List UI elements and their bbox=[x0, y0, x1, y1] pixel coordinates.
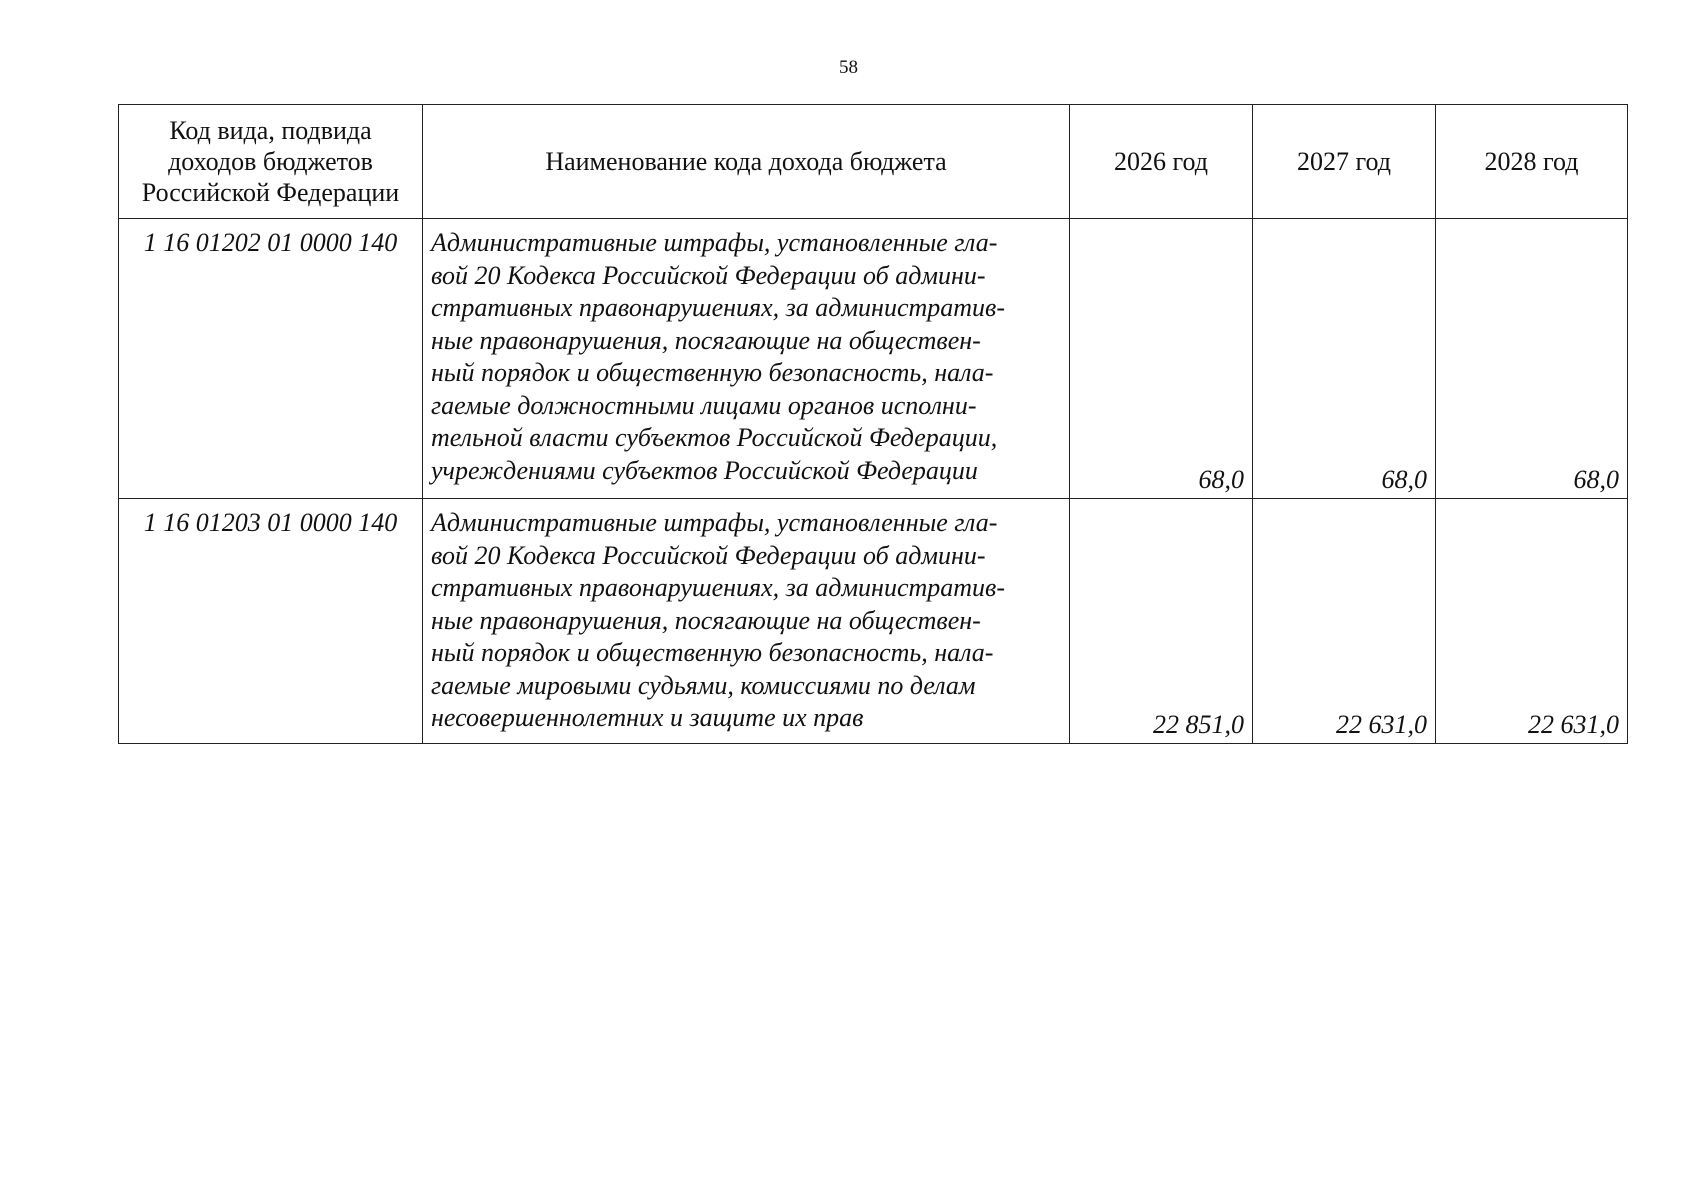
header-year-2026: 2026 год bbox=[1070, 105, 1253, 219]
revenue-name-line: учреждениями субъектов Российской Федерации bbox=[431, 455, 978, 485]
header-year-2027: 2027 год bbox=[1253, 105, 1436, 219]
revenue-name-line: стративных правонарушениях, за административ- bbox=[431, 573, 1005, 602]
revenue-name-line: ные правонарушения, посягающие на обществен- bbox=[431, 325, 981, 355]
revenue-name-line: тельной власти субъектов Российской Федерации, bbox=[431, 423, 998, 452]
revenue-code: 1 16 01203 01 0000 140 bbox=[119, 499, 423, 744]
revenue-name-line: Административные штрафы, установленные гла- bbox=[431, 508, 998, 537]
budget-revenue-table bbox=[118, 104, 1628, 744]
value-2027: 68,0 bbox=[1253, 219, 1436, 499]
revenue-name-line: вой 20 Кодекса Российской Федерации об админи- bbox=[431, 260, 986, 290]
header-year-2028: 2028 год bbox=[1436, 105, 1628, 219]
revenue-name-line: ный порядок и общественную безопасность, нала- bbox=[431, 638, 994, 667]
value-2026: 22 851,0 bbox=[1070, 499, 1253, 744]
revenue-name-line: гаемые должностными лицами органов исполни- bbox=[431, 390, 977, 420]
header-code: Код вида, подвида доходов бюджетов Российской Федерации bbox=[119, 105, 423, 219]
revenue-name-line: стративных правонарушениях, за административ- bbox=[431, 293, 1005, 322]
value-2026: 68,0 bbox=[1070, 219, 1253, 499]
table-row bbox=[119, 219, 1628, 499]
value-2028: 22 631,0 bbox=[1436, 499, 1628, 744]
revenue-name-line: гаемые мировыми судьями, комиссиями по делам bbox=[431, 670, 976, 700]
revenue-name-line: ный порядок и общественную безопасность, нала- bbox=[431, 358, 994, 387]
revenue-name-line: ные правонарушения, посягающие на обществен- bbox=[431, 605, 981, 635]
revenue-name-line: Административные штрафы, установленные гла- bbox=[431, 228, 998, 257]
table-header-row bbox=[119, 105, 1628, 219]
page-number: 58 bbox=[839, 57, 858, 78]
revenue-code: 1 16 01202 01 0000 140 bbox=[119, 219, 423, 499]
revenue-name bbox=[423, 499, 1070, 744]
revenue-name-line: вой 20 Кодекса Российской Федерации об админи- bbox=[431, 540, 986, 570]
header-name: Наименование кода дохода бюджета bbox=[423, 105, 1070, 219]
revenue-name bbox=[423, 219, 1070, 499]
table-row bbox=[119, 499, 1628, 744]
value-2027: 22 631,0 bbox=[1253, 499, 1436, 744]
value-2028: 68,0 bbox=[1436, 219, 1628, 499]
revenue-name-line: несовершеннолетних и защите их прав bbox=[431, 703, 864, 732]
